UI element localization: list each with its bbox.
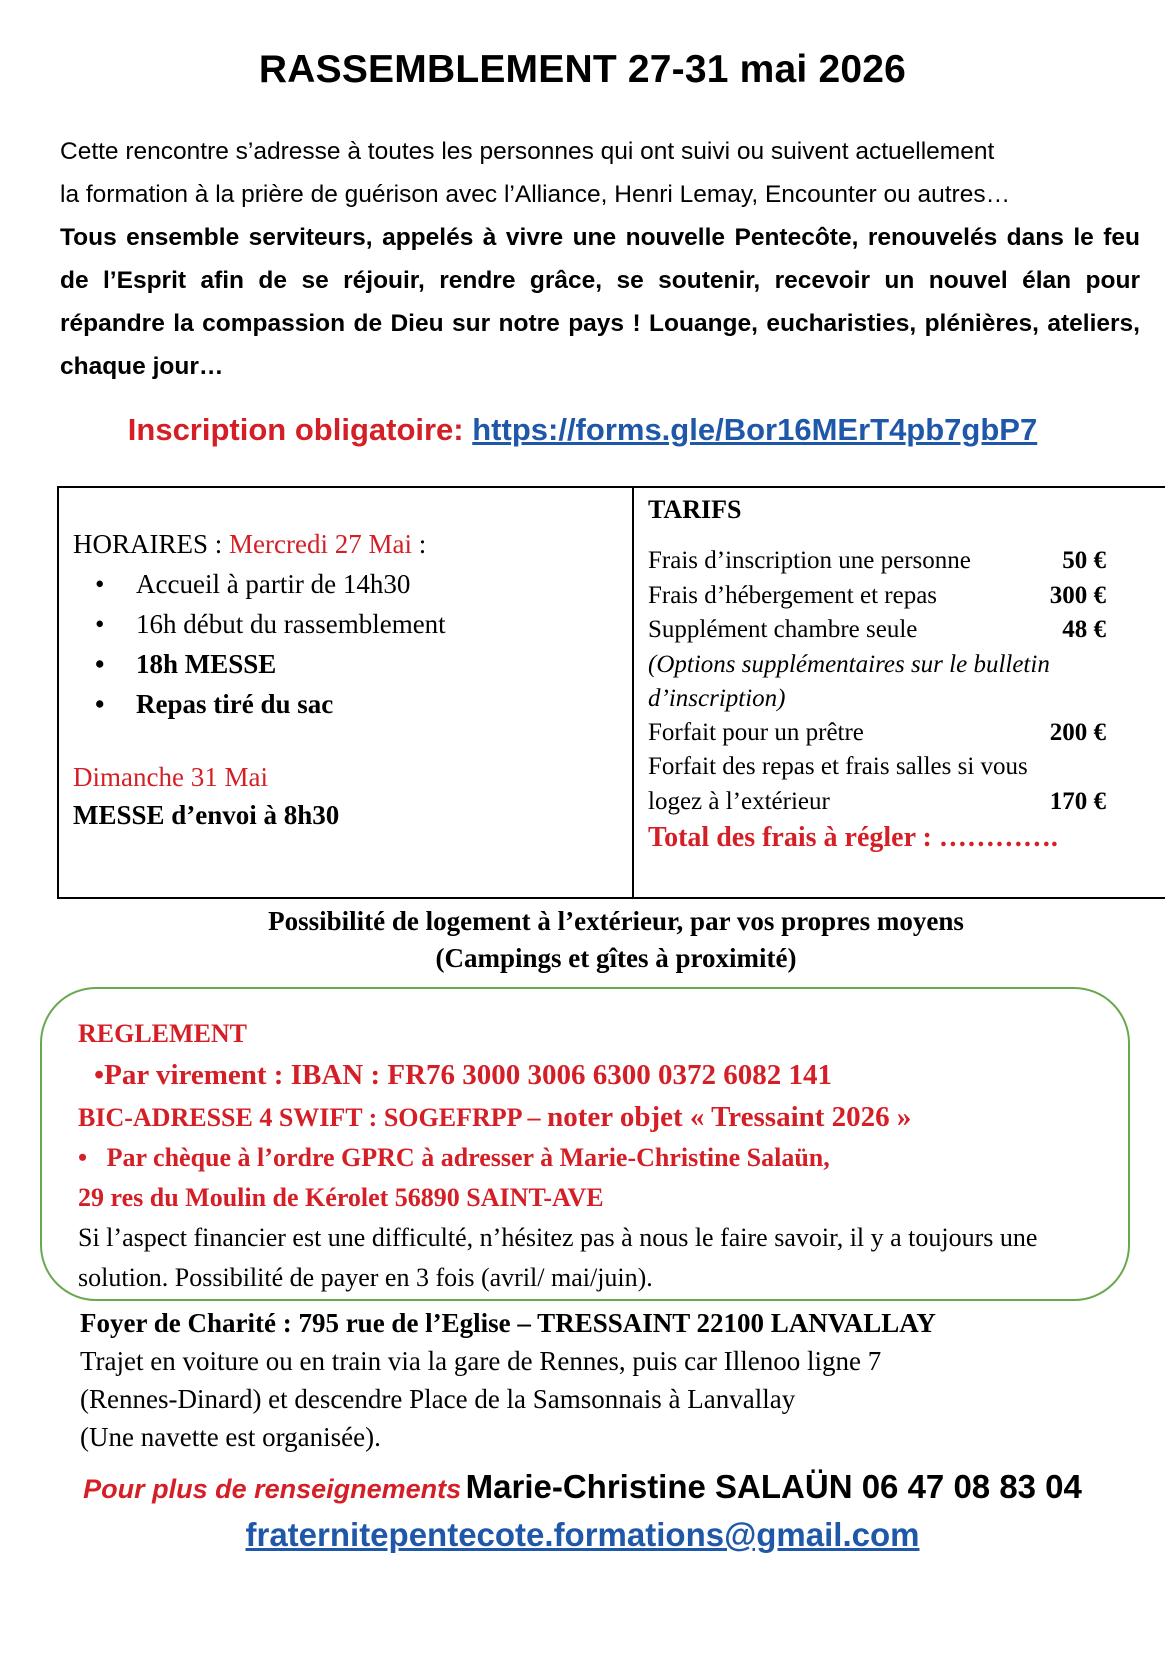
reglement-cheque (78, 1138, 1118, 1178)
intro-line-2: la formation à la prière de guérison avec l’Alliance, Henri Lemay, Encounter ou autres… (60, 181, 1011, 208)
reglement-note: Si l’aspect financier est une difficulté, n’hésitez pas à nous le faire savoir, il y a toujours une solution. Possibilité de payer en 3 fois (avril/ mai/juin). (78, 1223, 1038, 1292)
cheque-text: Par chèque à l’ordre GPRC à adresser à Marie-Christine Salaün, (106, 1143, 830, 1172)
list-item (73, 644, 618, 684)
list-item (73, 604, 618, 644)
bic-object: noter objet « Tressaint 2026 » (547, 1101, 912, 1133)
bic-prefix: BIC-ADRESSE 4 SWIFT : SOGEFRPP – (78, 1103, 548, 1132)
tarif-amount: 50 € (1062, 547, 1106, 574)
bullet-icon: • (95, 569, 105, 599)
tarif-amount: 300 € (1049, 581, 1106, 609)
horaires-item-text: 16h début du rassemblement (136, 609, 446, 639)
tarif-row (648, 544, 1158, 579)
foyer-line-4: (Une navette est organisée). (80, 1422, 381, 1452)
lodging-line-1: Possibilité de logement à l’extérieur, par vos propres moyens (268, 906, 964, 936)
horaires-day2-text: MESSE d’envoi à 8h30 (73, 800, 340, 830)
schedule-tariffs-grid (57, 486, 1165, 899)
tarif-row (648, 579, 1158, 614)
list-item (73, 564, 618, 604)
tarif-row (648, 613, 1158, 648)
tarif-options-note-1: (Options supplémentaires sur le bulletin (648, 650, 1050, 678)
horaires-section (73, 524, 618, 834)
contact-line (0, 1468, 1165, 1506)
tarif-label: logez à l’extérieur (648, 787, 830, 815)
foyer-line-3: (Rennes-Dinard) et descendre Place de la Samsonnais à Lanvallay (80, 1384, 796, 1414)
contact-lead: Pour plus de renseignements (83, 1474, 462, 1504)
foyer-line-2: Trajet en voiture ou en train via la gare de Rennes, puis car Illenoo ligne 7 (80, 1346, 882, 1376)
horaires-item-text: Accueil à partir de 14h30 (136, 569, 411, 599)
inscription-line (0, 412, 1165, 448)
foyer-section (80, 1304, 1160, 1456)
horaires-day2: Dimanche 31 Mai (73, 762, 268, 792)
horaires-day1: Mercredi 27 Mai (229, 529, 412, 559)
horaires-item-text: Repas tiré du sac (136, 689, 334, 719)
reglement-virement: •Par virement : IBAN : FR76 3000 3006 6300 0372 6082 141 (94, 1059, 833, 1091)
horaires-colon: : (411, 529, 427, 559)
bullet-icon: • (78, 1143, 88, 1172)
tarif-label: Supplément chambre seule (648, 616, 918, 643)
tarif-total: Total des frais à régler : …………. (648, 822, 1058, 853)
bullet-icon: • (95, 689, 105, 719)
intro-line-1: Cette rencontre s’adresse à toutes les personnes qui ont suivi ou suivent actuellement (60, 138, 995, 165)
page-title: RASSEMBLEMENT 27-31 mai 2026 (258, 48, 907, 91)
horaires-list (73, 564, 618, 724)
foyer-address: Foyer de Charité : 795 rue de l’Eglise – TRESSAINT 22100 LANVALLAY (80, 1308, 936, 1338)
inscription-label: Inscription obligatoire: (127, 412, 464, 447)
bullet-icon: • (95, 649, 105, 679)
tarif-amount: 48 € (1062, 616, 1106, 643)
contact-email-link[interactable]: fraternitepentecote.formations@gmail.com (245, 1516, 920, 1553)
reglement-title: REGLEMENT (78, 1019, 248, 1048)
tarif-exterieur-line1: Forfait des repas et frais salles si vous (648, 753, 1028, 780)
lodging-line-2: (Campings et gîtes à proximité) (435, 943, 797, 973)
reglement-bic (78, 1097, 1118, 1138)
reglement-address: 29 res du Moulin de Kérolet 56890 SAINT-AVE (78, 1183, 604, 1212)
reglement-box (40, 987, 1130, 1301)
tarif-label: Frais d’inscription une personne (648, 547, 971, 574)
inscription-link[interactable]: https://forms.gle/Bor16MErT4pb7gbP7 (472, 412, 1038, 447)
tarif-label: Frais d’hébergement et repas (648, 581, 938, 609)
horaires-label: HORAIRES (73, 529, 209, 559)
tarif-row (648, 716, 1158, 751)
horaires-item-text: 18h MESSE (136, 649, 277, 679)
intro-text (60, 130, 1140, 388)
tarif-amount: 170 € (1049, 787, 1106, 815)
contact-name-phone: Marie-Christine SALAÜN 06 47 08 83 04 (465, 1468, 1082, 1505)
tarifs-section (648, 488, 1158, 857)
tarif-row (648, 785, 1158, 820)
tarif-amount: 200 € (1049, 718, 1106, 746)
list-item (73, 684, 618, 724)
bullet-icon: • (95, 609, 105, 639)
lodging-note (0, 903, 1165, 977)
tarif-options-note-2: d’inscription) (648, 684, 786, 712)
tarifs-title: TARIFS (648, 495, 742, 524)
tarif-label: Forfait pour un prêtre (648, 718, 864, 746)
horaires-separator: : (208, 529, 230, 559)
grid-divider (632, 488, 634, 897)
intro-bold-paragraph: Tous ensemble serviteurs, appelés à vivre une nouvelle Pentecôte, renouvelés dans le feu de l’Esprit afin de se réjouir, rendre grâce, se soutenir, recevoir un nouvel élan pour répandre la compassion de Dieu sur notre pays ! Louange, eucharisties, plénières, ateliers, chaque jour… (60, 224, 1140, 380)
